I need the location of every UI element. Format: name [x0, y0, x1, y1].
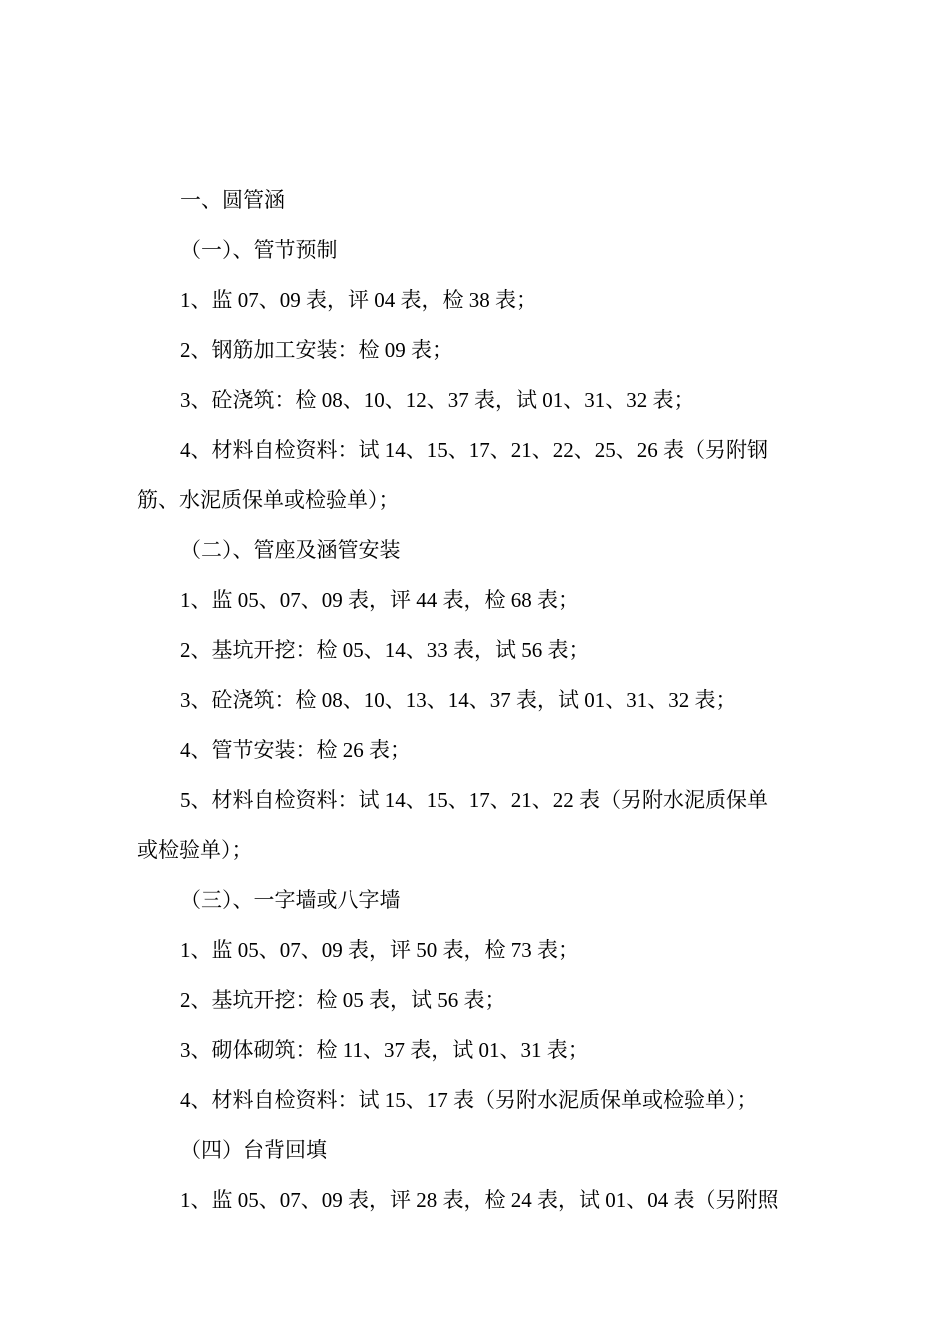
document-body [137, 175, 827, 1225]
list-item: 1、监 07、09 表，评 04 表，检 38 表； [180, 288, 537, 312]
subsection-heading-pipe-prefabrication: （一）、管节预制 [180, 238, 338, 262]
list-item: 3、砌体砌筑：检 11、37 表，试 01、31 表； [180, 1038, 589, 1062]
section-heading-circular-culvert: 一、圆管涵 [180, 188, 285, 212]
list-item-continuation: 或检验单）； [137, 838, 253, 862]
list-item: 5、材料自检资料：试 14、15、17、21、22 表（另附水泥质保单 [180, 788, 768, 812]
subsection-heading-wing-wall: （三）、一字墙或八字墙 [180, 888, 401, 912]
subsection-heading-backfill: （四）台背回填 [180, 1138, 327, 1162]
list-item: 1、监 05、07、09 表，评 28 表，检 24 表，试 01、04 表（另附照 [180, 1188, 779, 1212]
list-item: 2、钢筋加工安装：检 09 表； [180, 338, 453, 362]
list-item: 3、砼浇筑：检 08、10、13、14、37 表，试 01、31、32 表； [180, 688, 737, 712]
list-item: 4、管节安装：检 26 表； [180, 738, 411, 762]
list-item-continuation: 筋、水泥质保单或检验单）； [137, 488, 400, 512]
subsection-heading-pipe-seat-installation: （二）、管座及涵管安装 [180, 538, 401, 562]
list-item: 3、砼浇筑：检 08、10、12、37 表，试 01、31、32 表； [180, 388, 695, 412]
list-item: 2、基坑开挖：检 05 表，试 56 表； [180, 988, 506, 1012]
list-item: 4、材料自检资料：试 14、15、17、21、22、25、26 表（另附钢 [180, 438, 768, 462]
list-item: 1、监 05、07、09 表，评 44 表，检 68 表； [180, 588, 579, 612]
list-item: 2、基坑开挖：检 05、14、33 表，试 56 表； [180, 638, 590, 662]
list-item: 1、监 05、07、09 表，评 50 表，检 73 表； [180, 938, 579, 962]
list-item: 4、材料自检资料：试 15、17 表（另附水泥质保单或检验单）； [180, 1088, 758, 1112]
